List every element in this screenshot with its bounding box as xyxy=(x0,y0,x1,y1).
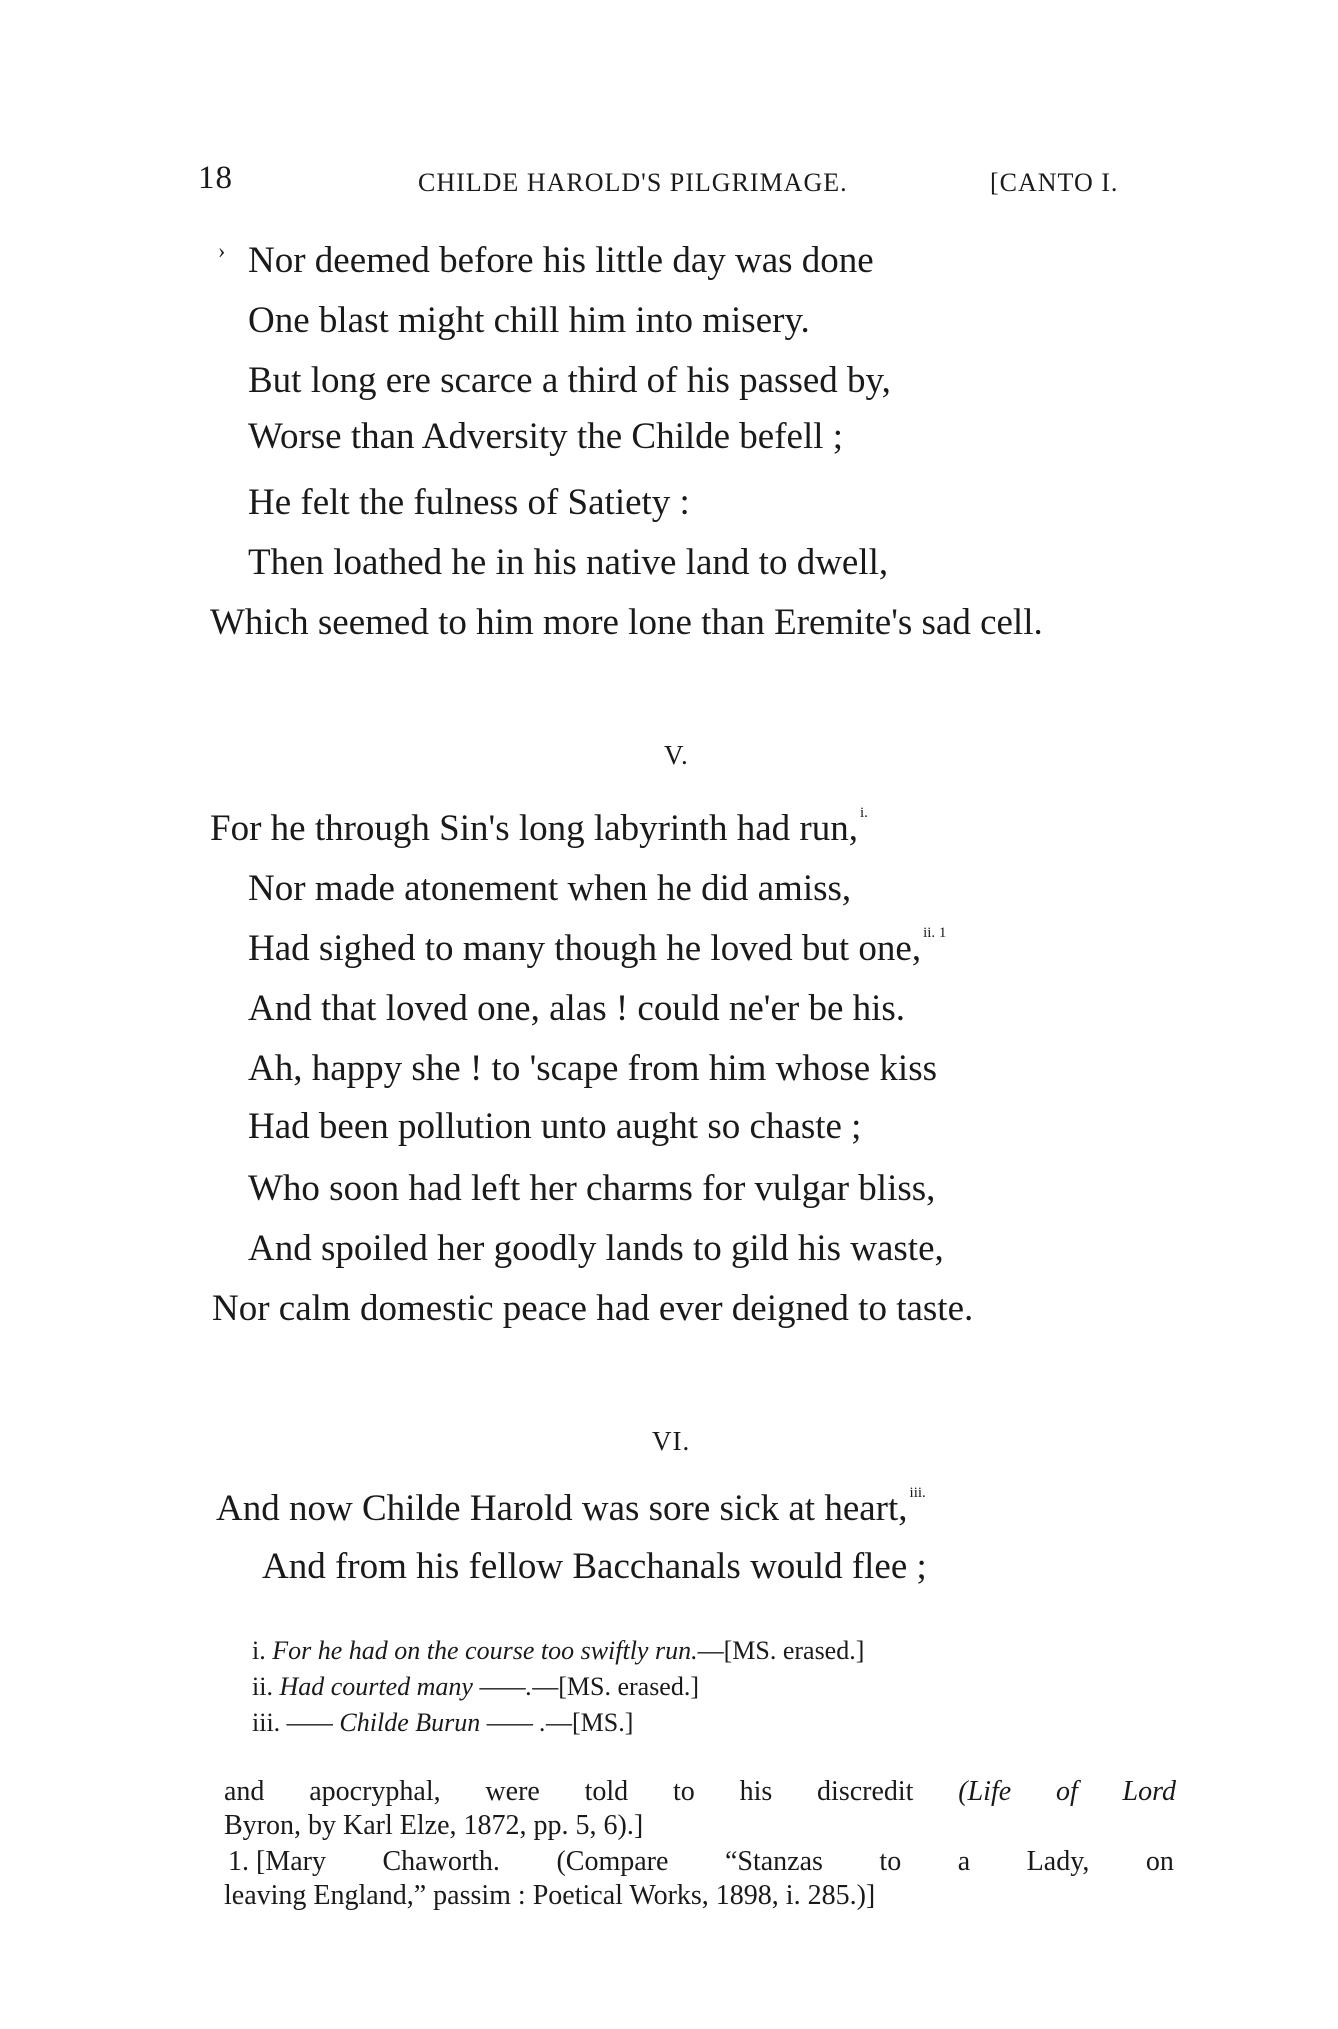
canto-label: [CANTO I. xyxy=(990,168,1119,197)
verse-line: And that loved one, alas ! could ne'er be his. xyxy=(248,988,906,1029)
stanza-number: V. xyxy=(664,740,689,770)
footnote: i. For he had on the course too swiftly run.—[MS. erased.] xyxy=(252,1636,865,1665)
note-marker: ii. 1 xyxy=(923,925,947,941)
verse-line: Had sighed to many though he loved but one, $^{ii. 1}$ xyxy=(248,925,947,969)
verse-line: Who soon had left her charms for vulgar bliss, xyxy=(248,1168,936,1209)
verse-line: Which seemed to him more lone than Eremite's sad cell. xyxy=(210,602,1043,643)
stanza-number: VI. xyxy=(652,1426,691,1456)
verse-line: Ah, happy she ! to 'scape from him whose kiss xyxy=(248,1048,937,1089)
verse-line: Nor made atonement when he did amiss, xyxy=(248,868,852,909)
verse-line: Nor deemed before his little day was done xyxy=(248,240,874,281)
note-marker: i. xyxy=(859,805,868,821)
verse-line: Nor calm domestic peace had ever deigned to taste. xyxy=(212,1288,974,1329)
verse-line: Then loathed he in his native land to dwell, xyxy=(248,542,889,583)
verse-line: For he through Sin's long labyrinth had run, $^{i.}$ xyxy=(210,805,868,849)
reference-note-line: 1. [Mary Chaworth. (Compare “Stanzas to a Lady, on xyxy=(228,1846,1174,1877)
verse-line: And now Childe Harold was sore sick at heart, $^{iii.}$ xyxy=(216,1485,926,1529)
verse-line: He felt the fulness of Satiety : xyxy=(248,482,690,523)
reference-note-line: Byron, by Karl Elze, 1872, pp. 5, 6).] xyxy=(224,1810,644,1841)
verse-line: One blast might chill him into misery. xyxy=(248,300,810,341)
verse-line: Worse than Adversity the Childe befell ; xyxy=(248,416,844,457)
reference-note-line: and apocryphal, were told to his discredit (Life of Lord xyxy=(224,1776,1176,1807)
verse-line: And from his fellow Bacchanals would flee ; xyxy=(262,1546,927,1587)
note-marker: iii. xyxy=(909,1485,926,1501)
running-title: CHILDE HAROLD'S PILGRIMAGE. xyxy=(418,168,848,197)
reference-note-line: leaving England,” passim : Poetical Works, 1898, i. 285.)] xyxy=(224,1880,876,1911)
verse-line: But long ere scarce a third of his passed by, xyxy=(248,360,891,401)
footnote: ii. Had courted many ——.—[MS. erased.] xyxy=(252,1672,700,1701)
verse-line: Had been pollution unto aught so chaste ; xyxy=(248,1106,862,1147)
verse-line: And spoiled her goodly lands to gild his waste, xyxy=(248,1228,944,1269)
footnote: iii. —— Childe Burun —— .—[MS.] xyxy=(252,1708,634,1737)
margin-mark: › xyxy=(218,238,226,263)
page-number: 18 xyxy=(198,160,233,196)
